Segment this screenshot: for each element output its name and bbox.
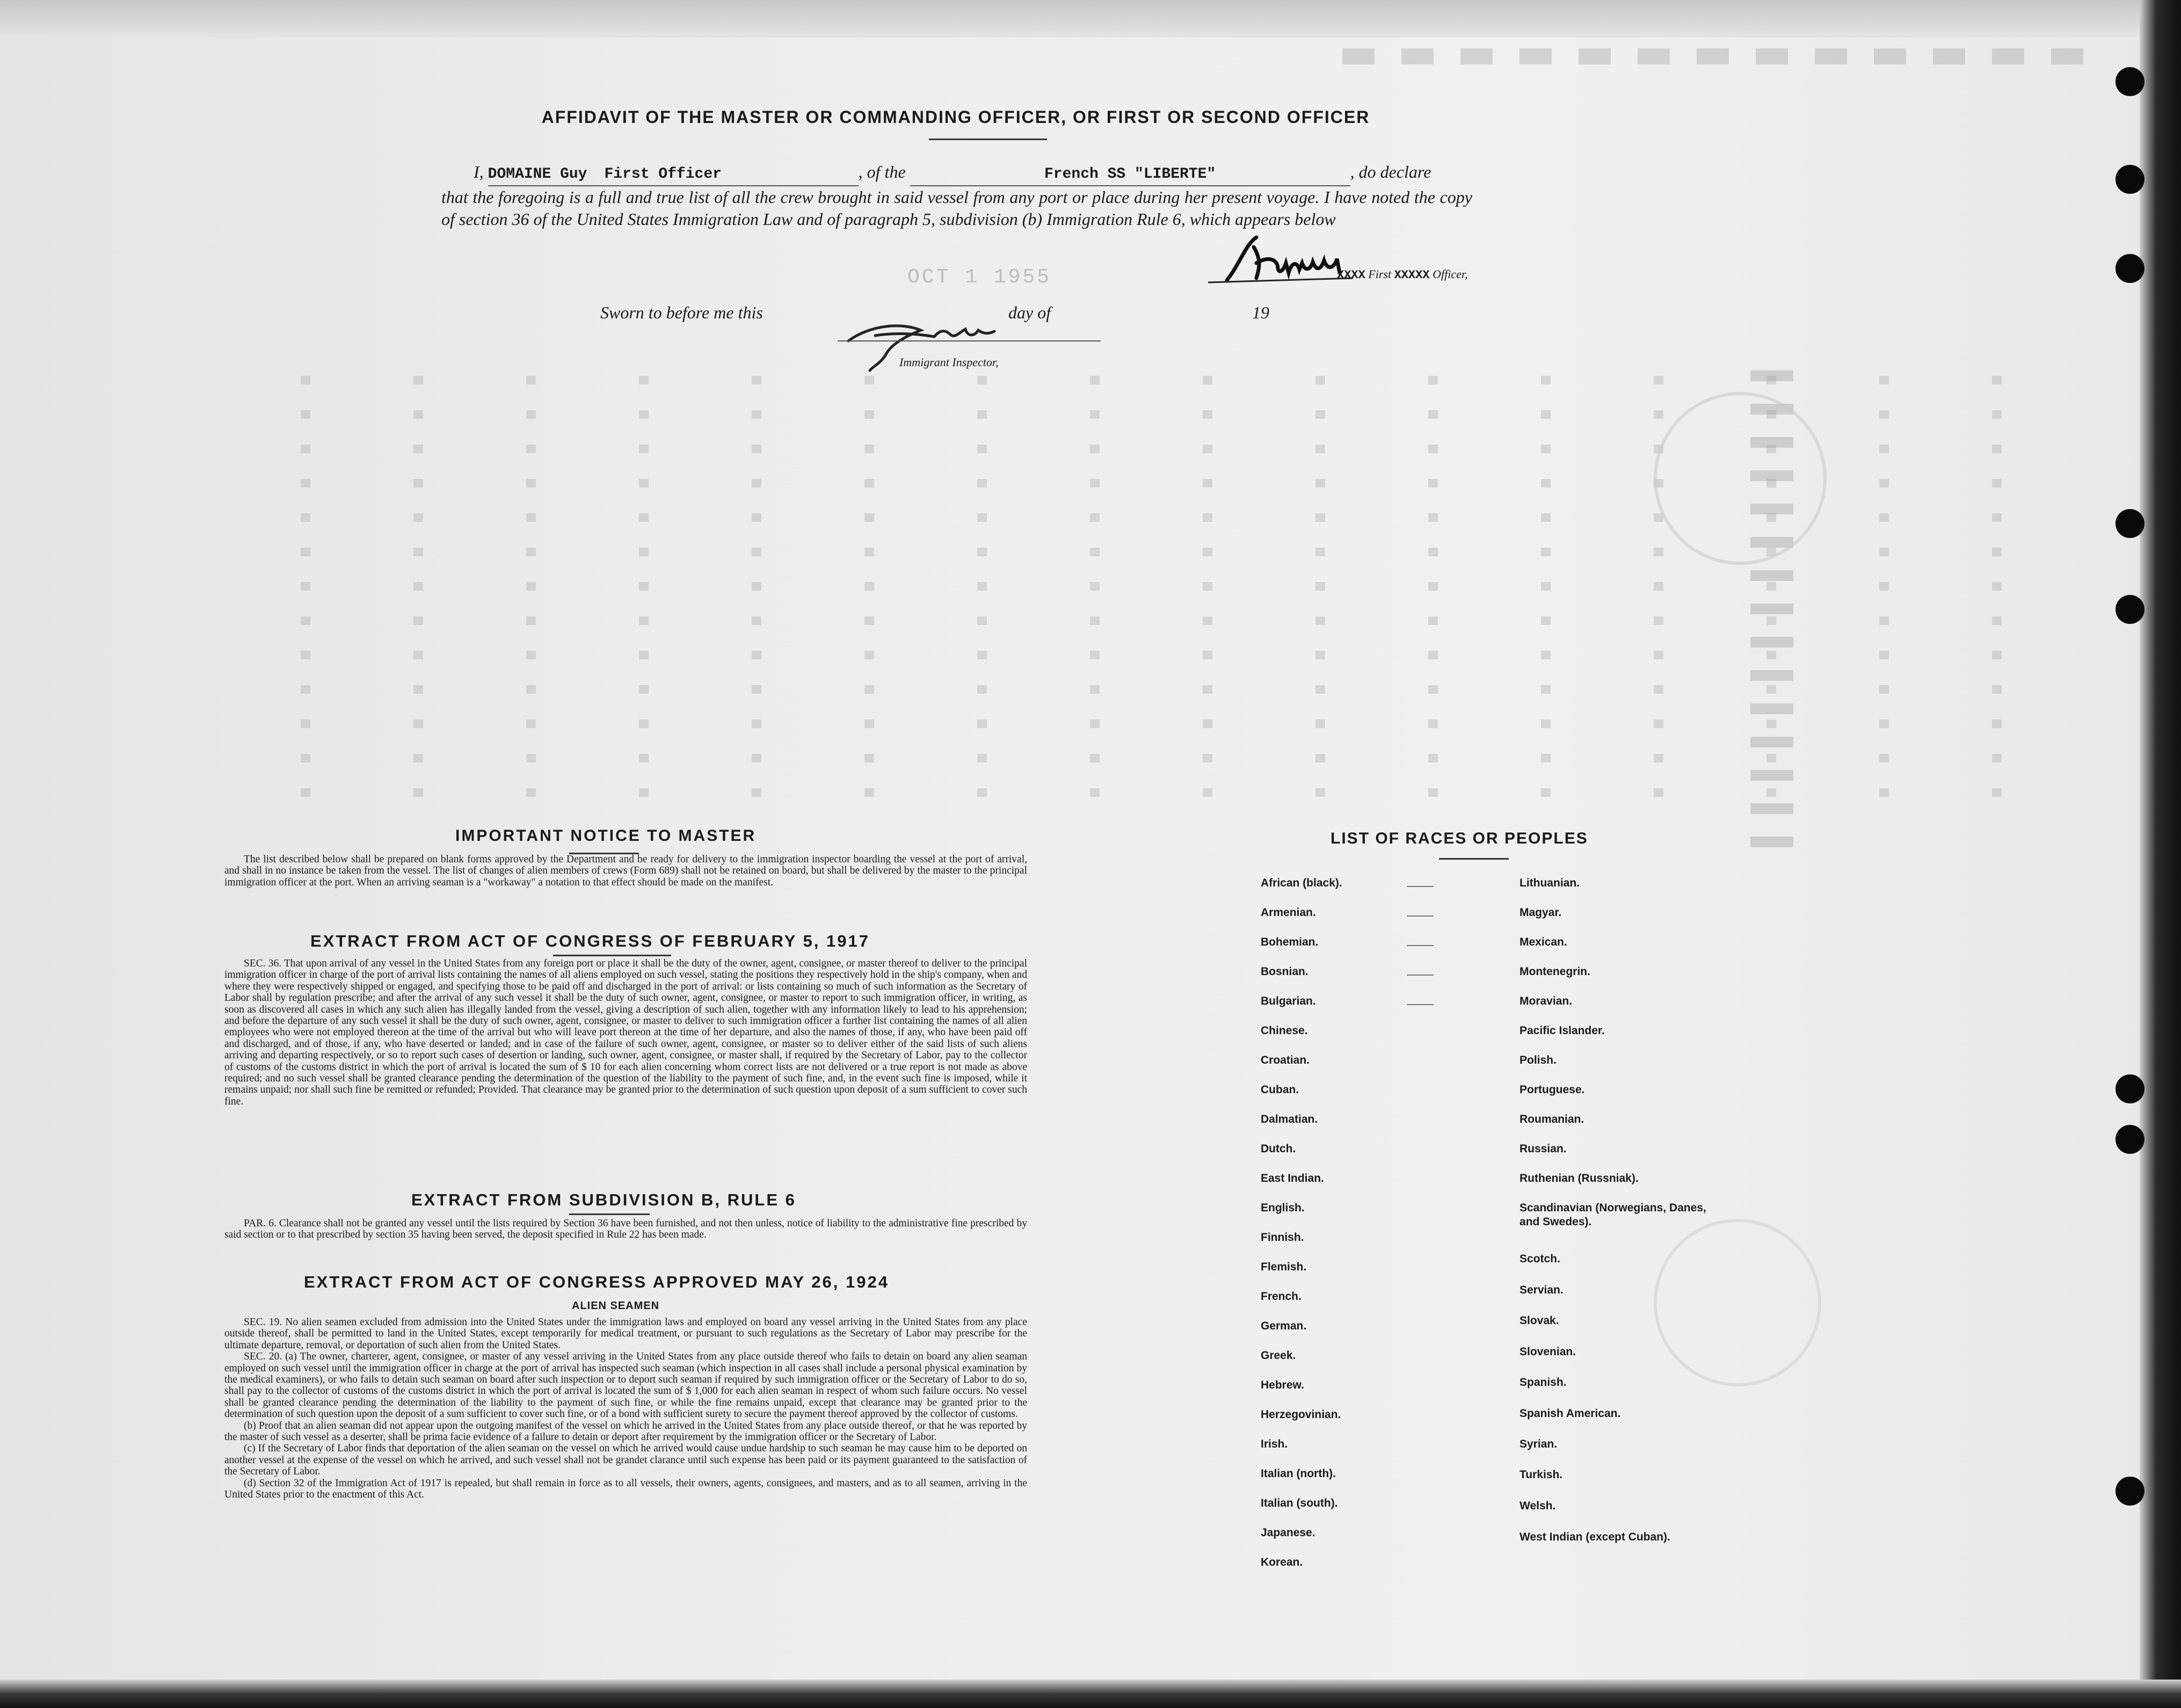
race-item: Roumanian. [1520,1113,1584,1125]
race-item: Polish. [1520,1054,1557,1066]
title-underline [553,955,671,956]
race-item: Dalmatian. [1261,1113,1318,1125]
alien-seamen-subtitle: ALIEN SEAMEN [572,1300,660,1312]
date-stamp: OCT 1 1955 [907,266,1052,289]
notice-title: IMPORTANT NOTICE TO MASTER [455,827,757,845]
bleed-through-row [301,410,2073,419]
race-item: Ruthenian (Russniak). [1520,1172,1639,1184]
race-item: Montenegrin. [1520,965,1590,978]
race-item: Syrian. [1520,1438,1558,1450]
of-the-text: , of the [858,162,906,181]
vessel-name: French SS "LIBERTE" [1044,166,1216,183]
race-item: East Indian. [1261,1172,1324,1184]
race-item: Cuban. [1261,1084,1299,1096]
race-item: French. [1261,1290,1302,1303]
extract-1917-title: EXTRACT FROM ACT OF CONGRESS OF FEBRUARY 5, 1917 [310,932,870,950]
inspector-caption: Immigrant Inspector, [899,355,999,369]
race-item: Japanese. [1261,1527,1315,1539]
race-item: Herzegovinian. [1261,1408,1341,1421]
title-underline [929,139,1047,140]
right-scan-edge [2140,0,2181,1708]
affidavit-body [441,161,1472,230]
bleed-through-row [301,548,2073,556]
intro-I: I, [474,162,484,181]
bleed-through-header [1342,48,2083,64]
race-item: Spanish. [1520,1376,1567,1389]
notice-text [224,854,1027,888]
officer-caption [1337,267,1468,282]
race-item: Korean. [1261,1556,1303,1568]
faint-stamp [1654,1219,1821,1386]
sec-20d-paragraph: (d) Section 32 of the Immigration Act of 1917 is repealed, but shall remain in force as to all vessels, their owners, agents, consignees, and masters, and as to all seamen, arriving in the United States prior to the enactment of this Act. [224,1477,1027,1501]
race-item: Slovenian. [1520,1346,1576,1358]
race-item: Scandinavian (Norwegians, Danes, and Swedes). [1520,1202,1706,1228]
first-text: First [1368,267,1392,281]
race-item: Scotch. [1520,1253,1560,1265]
section-36-paragraph: SEC. 36. That upon arrival of any vessel in the United States from any foreign port or place it shall be the duty of the owner, agent, consignee, or master thereof to deliver to the principal immigration officer in charge of the port of arrival lists containing the names of all aliens employed on such vessel, stating the positions they respectively hold in the ship's company, when and where they were respectively shipped or engaged, and specifying those to be paid off and discharged in the port of arrival: or lists containing so much of such information as the Secretary of Labor shall by regulation prescribe; and after the arrival of any such vessel it shall be the duty of such owner, agent, consignee, or master to report to such immigration officer, in writing, as soon as discovered all cases in which any such alien has illegally landed from the vessel, giving a description of such alien, together with any information likely to lead to his apprehension; and before the departure of any such vessel it shall be the duty of such owner, agent, consignee, or master to deliver to such immigration officer a further list containing the names of all alien employees who were not employed thereon at the time of the arrival but who will leave port thereon at the time of her departure, and also the names of those, if any, who have been paid off and discharged, and of those, if any, who have deserted or landed; and in case of the failure of such owner, agent, consignee, or master so to deliver either of the said lists of such aliens arriving and departing respectively, or so to report such cases of desertion or landing, such owner, agent, consignee, or master shall, if required by the Secretary of Labor, pay to the collector of customs of the customs district in which the port of arrival is located the sum of $ 10 for each alien concerning whom correct lists are not delivered or a true report is not made as above required; and no such vessel shall be granted clearance pending the determination of the question of the liability to the payment of such fine, and, in the event such fine is imposed, while it remains unpaid; nor shall such fine be remitted or refunded; Provided. That clearance may be granted prior to the determination of such question upon deposit of a sum sufficient to cover such fine. [224,958,1027,1107]
race-item: Magyar. [1520,906,1562,919]
race-item: Irish. [1261,1438,1288,1450]
sec-20c-paragraph: (c) If the Secretary of Labor finds that deportation of the alien seaman on the vessel on which he arrived would cause undue hardship to such seaman he may cause him to be deported on another vessel at the expense of the vessel on which he arrived, and such vessel shall not be grandet clarance until such expense has been paid or its payment guaranteed to the satisfaction of the Secretary of Labor. [224,1443,1027,1478]
punch-hole [2115,595,2144,624]
officer-name-field [488,161,859,186]
race-item: Bohemian. [1261,936,1319,948]
bleed-through-row [301,788,2073,797]
struck-text: XXXX [1337,268,1365,282]
race-item: Flemish. [1261,1261,1307,1273]
affidavit-title: AFFIDAVIT OF THE MASTER OR COMMANDING OFFICER, OR FIRST OR SECOND OFFICER [541,107,1370,127]
race-item: Moravian. [1520,995,1573,1007]
dash-mark [1407,945,1434,946]
race-item: Lithuanian. [1520,877,1580,889]
extract-1924-title: EXTRACT FROM ACT OF CONGRESS APPROVED MAY 26, 1924 [304,1273,889,1291]
race-item: Pacific Islander. [1520,1024,1605,1037]
extract-1917-text [224,958,1027,1107]
officer-text: Officer, [1433,267,1468,281]
inspector-signature-line [838,340,1101,341]
race-item: Mexican. [1520,936,1567,948]
bleed-through-row [301,685,2073,694]
race-item: Bosnian. [1261,965,1308,978]
punch-hole [2115,1477,2144,1506]
race-item: Russian. [1520,1143,1567,1155]
punch-hole [2115,509,2144,538]
race-item: German. [1261,1320,1307,1332]
sworn-day: day of [1008,303,1051,322]
affidavit-first-line [441,161,1472,186]
races-title: LIST OF RACES OR PEOPLES [1331,830,1588,847]
race-item: Servian. [1520,1284,1564,1296]
race-item: African (black). [1261,877,1342,889]
bleed-through-row [301,651,2073,659]
sworn-year: 19 [1252,303,1269,322]
rule-6-title: EXTRACT FROM SUBDIVISION B, RULE 6 [411,1190,796,1209]
race-item: Hebrew. [1261,1379,1304,1391]
race-item: Spanish American. [1520,1407,1621,1420]
punch-hole [2115,67,2144,96]
race-item: Turkish. [1520,1469,1563,1481]
race-item: West Indian (except Cuban). [1520,1531,1670,1543]
race-item: Italian (south). [1261,1497,1338,1509]
title-underline [1439,858,1509,860]
faint-stamp [1654,392,1827,565]
bottom-scan-edge [0,1680,2181,1708]
dash-mark [1407,1004,1434,1005]
bleed-through-row [301,582,2073,591]
race-item: Dutch. [1261,1143,1296,1155]
top-scan-edge [0,0,2181,38]
punch-hole [2115,1074,2144,1103]
bleed-through-row [301,719,2073,728]
punch-hole [2115,165,2144,194]
race-item: Slovak. [1520,1314,1559,1327]
extract-1924-text [224,1317,1027,1501]
race-item: Portuguese. [1520,1084,1585,1096]
officer-name: DOMAINE Guy [488,166,587,183]
bleed-through-row [301,376,2073,384]
race-item: Greek. [1261,1349,1296,1362]
sec-20a-paragraph: SEC. 20. (a) The owner, charterer, agent, consignee, or master of any vessel arriving in the United States from any place outside thereof who fails to detain on board any alien seaman employed on such vessel until the immigration officer in charge at the port of arrival has inspected such seaman (which inspection in all cases shall include a personal physical examination by the medical examiners), or who fails to detain such seaman on board after such inspection or to deport such seaman if required by such immigration officer or the Secretary of Labor to do so, shall pay to the collector of customs of the customs district in which the port of arrival is located the sum of $ 1,000 for each alien seaman in respect of whom such failure occurs. No vessel shall be granted clearance pending the determination of the liability to the payment of such fine, or while the fine remains unpaid, except that clearance may be granted prior to the determination of such question upon the deposit of a sum sufficient to cover such fine, or of a bond with sufficient surety to secure the payment thereof approved by the collector of customs. [224,1351,1027,1420]
race-item: Finnish. [1261,1231,1304,1244]
race-item: Chinese. [1261,1024,1308,1037]
vessel-field [910,161,1350,186]
notice-paragraph: The list described below shall be prepared on blank forms approved by the Department and be ready for delivery to the immigration inspector boarding the vessel at the port of arrival, and shall in no instance be taken from the vessel. The list of changes of alien members of crews (Form 689) shall not be retained on board, but shall be delivered by the master to the principal immigration officer at the port. When an arriving seaman is a "workaway" a notation to that effect should be made on the manifest. [224,854,1027,888]
declare-text: , do declare [1350,162,1431,181]
sec-20b-paragraph: (b) Proof that an alien seaman did not appear upon the outgoing manifest of the vessel on which he arrived in the United States from any place outside thereof, or that he was reported by the master of such vessel as a deserter, shall be prima facie evidence of a failure to detain or deport after requirement by the immigration officer or the Secretary of Labor. [224,1420,1027,1443]
struck-text: XXXXX [1394,268,1430,282]
sworn-prefix: Sworn to before me this [600,303,763,322]
par-6-paragraph: PAR. 6. Clearance shall not be granted any vessel until the lists required by Section 36 have been furnished, and not then unless, notice of liability to the administrative fine prescribed by said section or to that prescribed by section 35 having been served, the deposit specified in Rule 22 has been made. [224,1218,1027,1241]
officer-rank: First Officer [604,166,722,183]
race-item: Welsh. [1520,1500,1556,1512]
bleed-through-row [301,616,2073,625]
rule-6-text [224,1218,1027,1241]
sec-19-paragraph: SEC. 19. No alien seamen excluded from admission into the United States under the immigration laws and employed on board any vessel arriving in the United States from any place outside thereof, shall be permitted to land in the United States, except temporarily for medical treatment, or pursuant to such regulations as the Secretary of Labor may prescribe for the ultimate departure, removal, or deportation of such alien from the United States. [224,1317,1027,1351]
race-item: Bulgarian. [1261,995,1316,1007]
title-underline [569,1213,650,1215]
dash-mark [1407,886,1434,887]
race-item: Armenian. [1261,906,1316,919]
dash-mark [1407,915,1434,917]
punch-hole [2115,1125,2144,1154]
punch-hole [2115,254,2144,283]
affidavit-text: that the foregoing is a full and true list of all the crew brought in said vessel from any port or place during her present voyage. I have noted the copy of section 36 of the United States Immigration Law and of paragraph 5, subdivision (b) Immigration Rule 6, which appears below [441,187,1472,229]
race-item: Italian (north). [1261,1467,1336,1480]
race-item: Croatian. [1261,1054,1310,1066]
bleed-through-row [301,754,2073,762]
dash-mark [1407,975,1434,976]
race-item: English. [1261,1202,1305,1214]
